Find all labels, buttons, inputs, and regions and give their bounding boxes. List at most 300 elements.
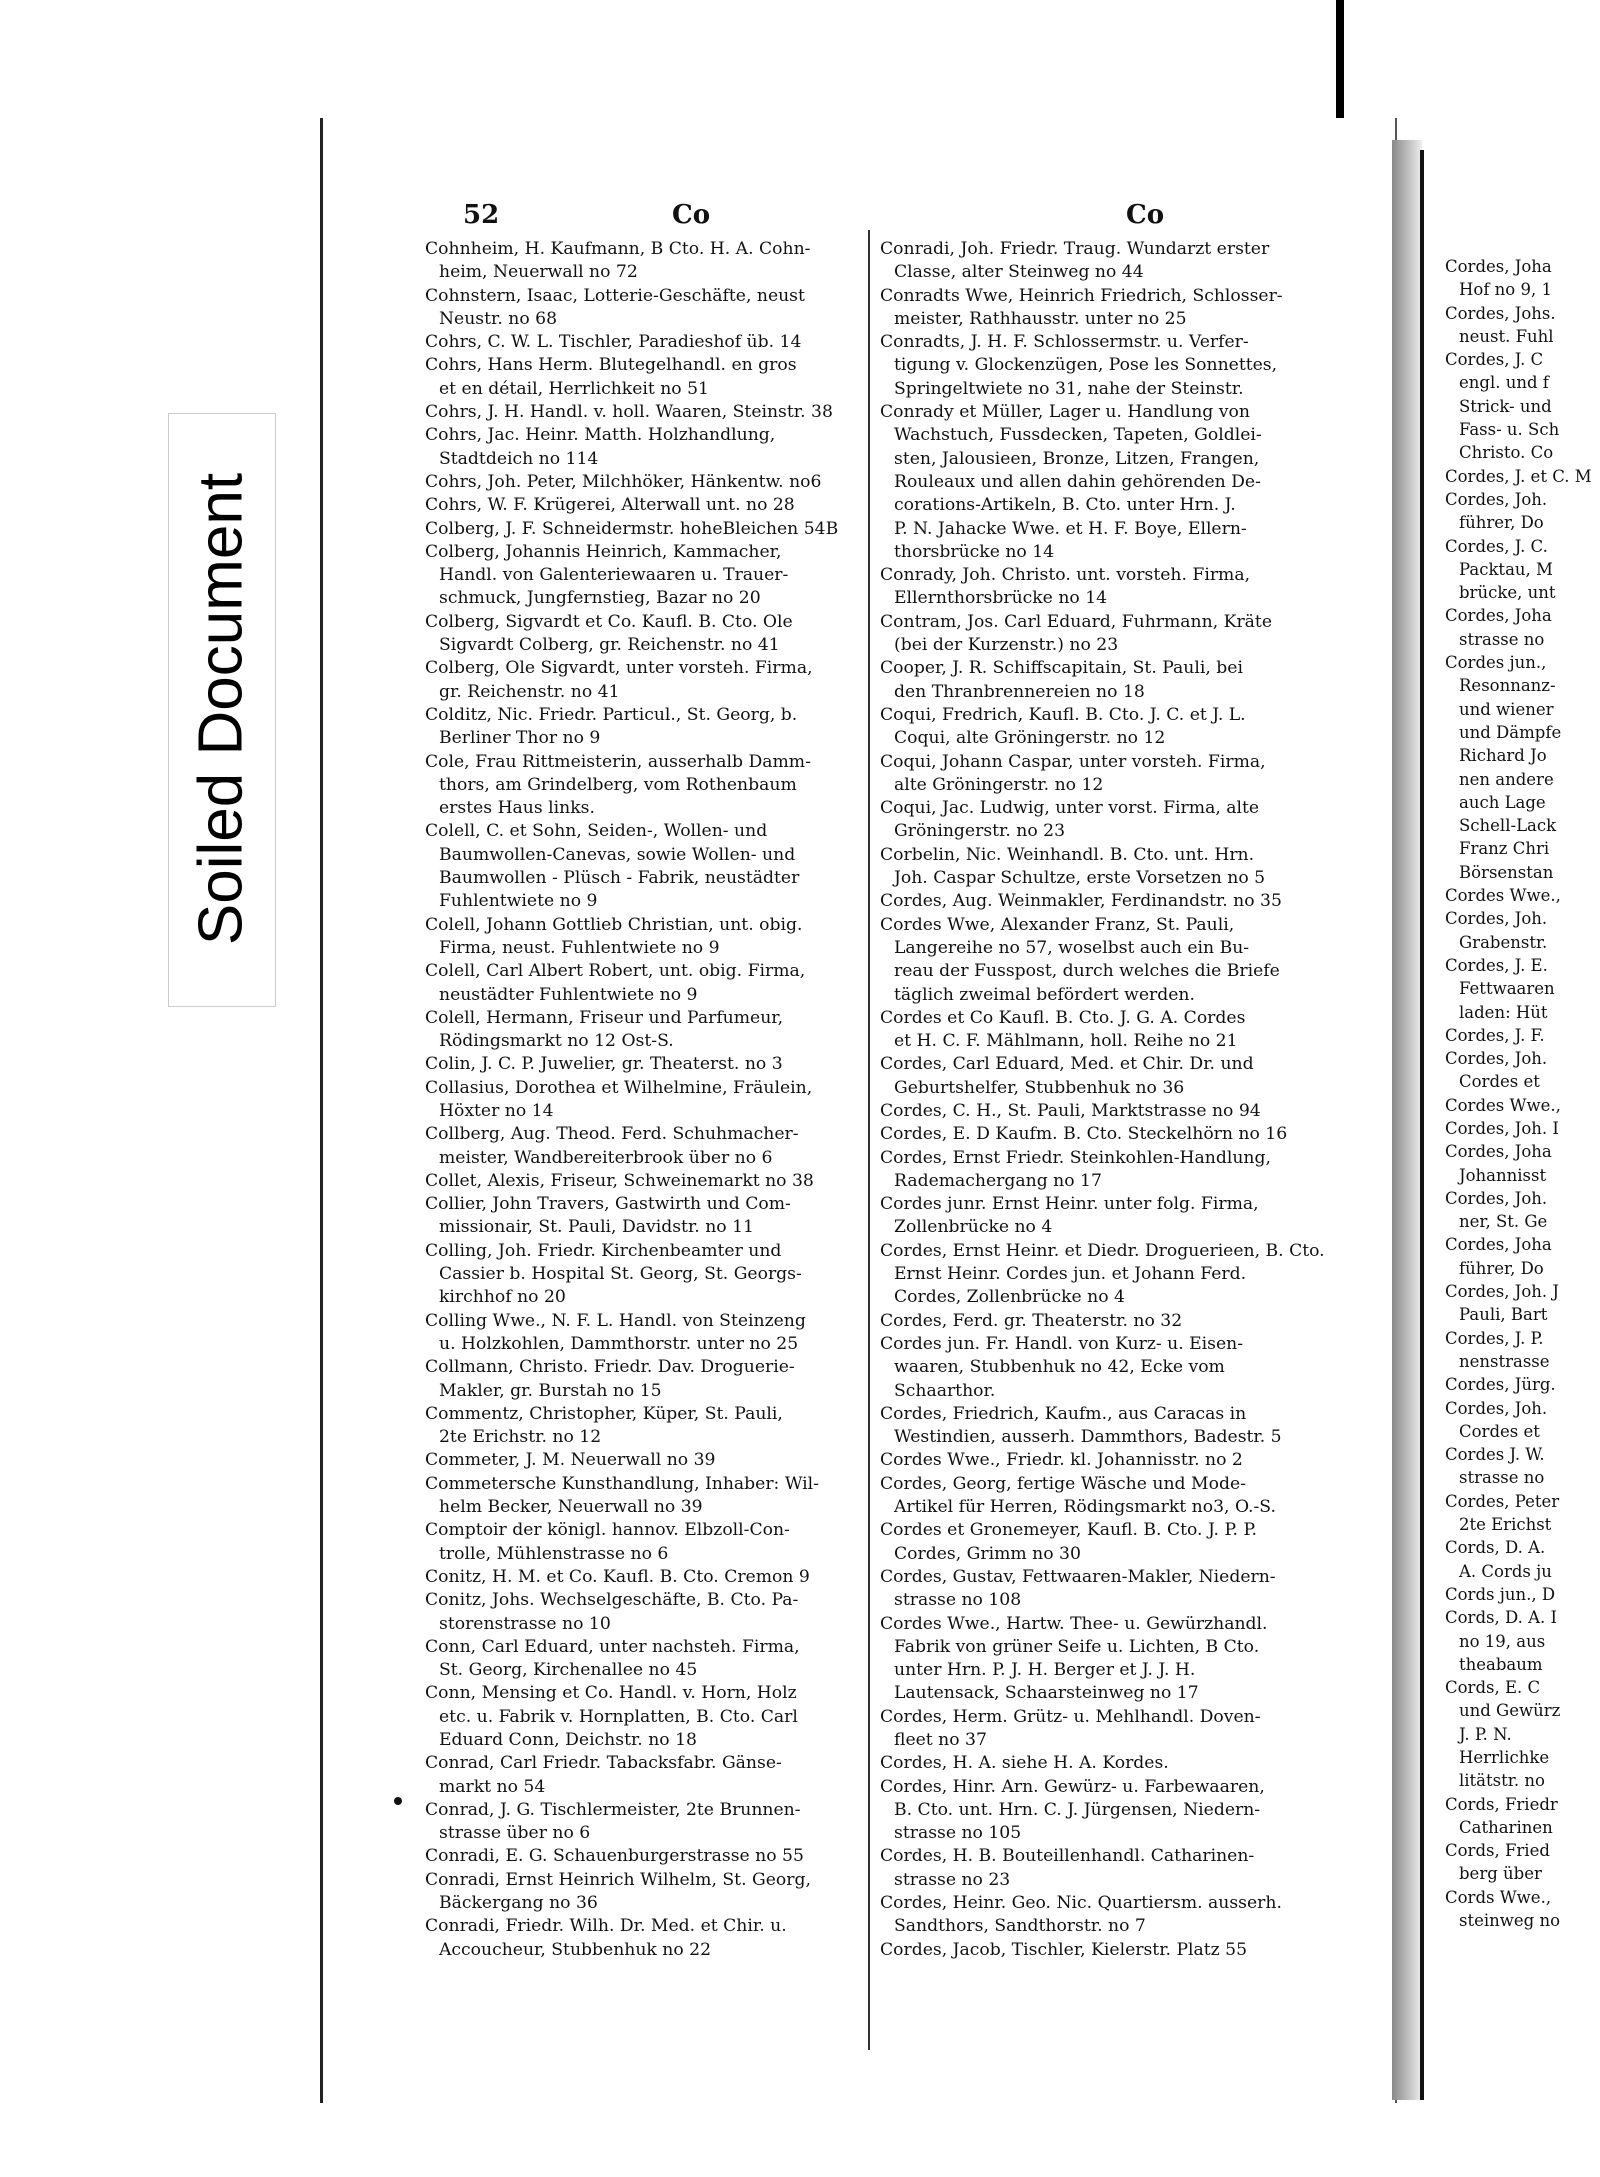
entry-continuation-line: Classe, alter Steinweg no 44 [894, 262, 1144, 283]
entry-name-line: Cordes, J. F. [1445, 1025, 1545, 1045]
entry-continuation-line: P. N. Jahacke Wwe. et H. F. Boye, Ellern- [894, 518, 1247, 539]
directory-entry [425, 401, 885, 424]
entry-name-line: Colell, Hermann, Friseur und Parfumeur, [425, 1007, 784, 1028]
entry-continuation-line: Franz Chri [1459, 839, 1550, 859]
directory-entry [425, 1240, 885, 1310]
entry-continuation-line: 2te Erichst [1459, 1515, 1552, 1535]
directory-entry [880, 1123, 1370, 1146]
directory-entry [425, 331, 885, 354]
directory-entry [880, 1566, 1370, 1613]
entry-continuation-line: missionair, St. Pauli, Davidstr. no 11 [439, 1217, 754, 1238]
entry-continuation-line: Fettwaaren [1459, 979, 1555, 999]
entry-name-line: Commetersche Kunsthandlung, Inhaber: Wil- [425, 1473, 819, 1494]
entry-name-line: Conn, Carl Eduard, unter nachsteh. Firma, [425, 1636, 800, 1657]
entry-name-line: Collberg, Aug. Theod. Ferd. Schuhmacher- [425, 1124, 799, 1145]
directory-entry [880, 1613, 1370, 1706]
directory-entry [425, 1915, 885, 1962]
entry-name-line: Cordes, J. P. [1445, 1328, 1544, 1348]
directory-entry [425, 1682, 885, 1752]
directory-entry [425, 1589, 885, 1636]
directory-entry [425, 1752, 885, 1799]
entry-name-line: Cordes et Co Kaufl. B. Cto. J. G. A. Cordes [880, 1007, 1246, 1028]
directory-entry [1445, 1024, 1600, 1047]
entry-continuation-line: steinweg no [1459, 1911, 1561, 1931]
entry-continuation-line: strasse no 23 [894, 1869, 1011, 1890]
directory-entry [1445, 1793, 1600, 1840]
entry-name-line: Cohrs, Joh. Peter, Milchhöker, Hänkentw. no6 [425, 471, 822, 492]
directory-entry [880, 1333, 1370, 1403]
directory-entry [425, 914, 885, 961]
directory-entry [1445, 1490, 1600, 1537]
entry-continuation-line: Rödingsmarkt no 12 Ost-S. [439, 1031, 674, 1052]
directory-entry [880, 1845, 1370, 1892]
entry-continuation-line: Cassier b. Hospital St. Georg, St. Georgs- [439, 1264, 802, 1285]
directory-entry [425, 1869, 885, 1916]
directory-entry [880, 1473, 1370, 1520]
entry-continuation-line: berg über [1459, 1864, 1542, 1884]
directory-entry [425, 1845, 885, 1868]
entry-continuation-line: Christo. Co [1459, 443, 1554, 463]
entry-continuation-line: Höxter no 14 [439, 1100, 554, 1121]
entry-continuation-line: täglich zweimal befördert werden. [894, 984, 1195, 1005]
entry-name-line: Conradts Wwe, Heinrich Friedrich, Schlosser- [880, 285, 1283, 306]
entry-name-line: Cordes, Joh. [1445, 1188, 1548, 1208]
entry-continuation-line: 2te Erichstr. no 12 [439, 1427, 602, 1448]
directory-entry [880, 1193, 1370, 1240]
directory-entry [1445, 1140, 1600, 1187]
entry-continuation-line: reau der Fusspost, durch welches die Briefe [894, 961, 1280, 982]
entry-name-line: Cohnheim, H. Kaufmann, B Cto. H. A. Cohn- [425, 239, 811, 259]
directory-entry [880, 1403, 1370, 1450]
entry-name-line: Coqui, Fredrich, Kaufl. B. Cto. J. C. et J. L. [880, 704, 1246, 725]
entry-name-line: Cordes, H. A. siehe H. A. Kordes. [880, 1753, 1169, 1774]
entry-continuation-line: Sandthors, Sandthorstr. no 7 [894, 1916, 1146, 1937]
directory-entry [425, 1123, 885, 1170]
entry-continuation-line: litätstr. no [1459, 1771, 1545, 1791]
entry-name-line: Cordes Wwe., Friedr. kl. Johannisstr. no 2 [880, 1450, 1243, 1471]
entry-name-line: Cordes, Herm. Grütz- u. Mehlhandl. Doven- [880, 1706, 1261, 1727]
entry-continuation-line: Cordes et [1459, 1421, 1540, 1441]
entry-name-line: Cords, D. A. I [1445, 1608, 1558, 1628]
directory-entry [425, 611, 885, 658]
directory-entry [425, 1799, 885, 1846]
directory-entry [425, 1053, 885, 1076]
entry-name-line: Cordes, Jürg. [1445, 1375, 1556, 1395]
soiled-document-stamp: Soiled Document [186, 472, 256, 946]
entry-name-line: Cohrs, W. F. Krügerei, Alterwall unt. no 28 [425, 495, 795, 516]
entry-continuation-line: heim, Neuerwall no 72 [439, 262, 638, 283]
directory-entry [880, 611, 1370, 658]
page-gutter-shadow [1392, 140, 1422, 2100]
directory-entry [425, 1193, 885, 1240]
directory-entry [880, 238, 1370, 285]
entry-continuation-line: markt no 54 [439, 1776, 546, 1797]
entry-name-line: Conitz, H. M. et Co. Kaufl. B. Cto. Cremon 9 [425, 1566, 810, 1587]
directory-entry [1445, 535, 1600, 605]
entry-name-line: Cordes, Ernst Friedr. Steinkohlen-Handlung, [880, 1147, 1271, 1168]
entry-name-line: Colin, J. C. P. Juwelier, gr. Theaterst. no 3 [425, 1054, 783, 1075]
entry-name-line: Cohrs, Jac. Heinr. Matth. Holzhandlung, [425, 425, 776, 446]
entry-name-line: Commentz, Christopher, Küper, St. Pauli, [425, 1403, 783, 1424]
directory-entry [1445, 1676, 1600, 1792]
entry-continuation-line: Fass- u. Sch [1459, 420, 1560, 440]
entry-continuation-line: gr. Reichenstr. no 41 [439, 681, 620, 702]
directory-entry [880, 657, 1370, 704]
entry-name-line: Cordes, Ferd. gr. Theaterstr. no 32 [880, 1310, 1183, 1331]
entry-name-line: Conitz, Johs. Wechselgeschäfte, B. Cto. Pa- [425, 1590, 799, 1611]
directory-entry [425, 960, 885, 1007]
entry-continuation-line: Strick- und [1459, 396, 1552, 416]
directory-entry [425, 704, 885, 751]
entry-name-line: Cordes, Jacob, Tischler, Kielerstr. Platz 55 [880, 1939, 1248, 1960]
entry-name-line: Conrad, J. G. Tischlermeister, 2te Brunnen- [425, 1799, 801, 1820]
entry-name-line: Cords, Fried [1445, 1841, 1550, 1861]
directory-entry [425, 285, 885, 332]
entry-name-line: Cordes, Johs. [1445, 303, 1556, 323]
directory-entry [425, 1636, 885, 1683]
entry-continuation-line: J. P. N. [1459, 1724, 1512, 1744]
entry-continuation-line: Springeltwiete no 31, nahe der Steinstr. [894, 378, 1244, 399]
entry-continuation-line: auch Lage [1459, 792, 1546, 812]
directory-entry [1445, 1536, 1600, 1583]
entry-continuation-line: Schaarthor. [894, 1380, 996, 1401]
entry-name-line: Cordes, Joha [1445, 1235, 1552, 1255]
entry-name-line: Cordes, J. et C. M [1445, 466, 1592, 486]
ink-speck [394, 1797, 402, 1805]
entry-continuation-line: Fuhlentwiete no 9 [439, 891, 598, 912]
right-column [880, 238, 1370, 1962]
directory-entry [880, 1240, 1370, 1310]
directory-entry [880, 331, 1370, 401]
directory-entry [1445, 465, 1600, 488]
entry-continuation-line: Cordes et [1459, 1072, 1540, 1092]
directory-entry [880, 1519, 1370, 1566]
entry-continuation-line: strasse no 108 [894, 1590, 1022, 1611]
directory-entry [425, 1310, 885, 1357]
entry-name-line: Conradi, E. G. Schauenburgerstrasse no 55 [425, 1846, 804, 1867]
entry-name-line: Collmann, Christo. Friedr. Dav. Droguerie- [425, 1357, 795, 1378]
entry-name-line: Conradi, Ernst Heinrich Wilhelm, St. Georg, [425, 1869, 811, 1890]
entry-continuation-line: Westindien, ausserh. Dammthors, Badestr. 5 [894, 1427, 1282, 1448]
entry-name-line: Colling Wwe., N. F. L. Handl. von Steinzeng [425, 1310, 806, 1331]
entry-name-line: Cooper, J. R. Schiffscapitain, St. Pauli, bei [880, 658, 1243, 679]
entry-continuation-line: nenstrasse [1459, 1351, 1550, 1371]
directory-entry [1445, 604, 1600, 651]
directory-entry [425, 1449, 885, 1472]
entry-name-line: Colberg, Johannis Heinrich, Kammacher, [425, 541, 782, 562]
entry-continuation-line: no 19, aus [1459, 1631, 1546, 1651]
directory-entry [1445, 907, 1600, 954]
entry-continuation-line: Rouleaux und allen dahin gehörenden De- [894, 471, 1261, 492]
entry-name-line: Cordes, E. D Kaufm. B. Cto. Steckelhörn no 16 [880, 1124, 1288, 1145]
directory-entry [425, 238, 885, 285]
entry-continuation-line: Wachstuch, Fussdecken, Tapeten, Goldlei- [894, 425, 1262, 446]
directory-entry [425, 518, 885, 541]
entry-continuation-line: etc. u. Fabrik v. Hornplatten, B. Cto. Carl [439, 1706, 798, 1727]
entry-continuation-line: kirchhof no 20 [439, 1287, 566, 1308]
entry-continuation-line: Resonnanz- [1459, 676, 1556, 696]
entry-continuation-line: neust. Fuhl [1459, 326, 1554, 346]
directory-entry [880, 890, 1370, 913]
entry-continuation-line: Richard Jo [1459, 746, 1547, 766]
entry-continuation-line: Herrlichke [1459, 1748, 1550, 1767]
directory-entry [880, 1053, 1370, 1100]
directory-entry [1445, 1443, 1600, 1490]
entry-name-line: Cords, E. C [1445, 1678, 1541, 1698]
entry-continuation-line: storenstrasse no 10 [439, 1613, 611, 1634]
entry-continuation-line: A. Cords ju [1459, 1561, 1552, 1581]
directory-entry [1445, 1606, 1600, 1676]
entry-name-line: Cords Wwe., [1445, 1887, 1552, 1907]
directory-entry [425, 424, 885, 471]
entry-name-line: Cordes jun., [1445, 653, 1547, 673]
entry-continuation-line: Stadtdeich no 114 [439, 448, 599, 469]
entry-name-line: Colberg, J. F. Schneidermstr. hoheBleichen 54B [425, 518, 839, 539]
directory-entry [880, 1147, 1370, 1194]
entry-name-line: Contram, Jos. Carl Eduard, Fuhrmann, Kräte [880, 611, 1273, 632]
entry-continuation-line: et H. C. F. Mählmann, holl. Reihe no 21 [894, 1031, 1238, 1052]
directory-entry [425, 354, 885, 401]
entry-name-line: Cordes, Gustav, Fettwaaren-Makler, Niedern- [880, 1566, 1276, 1587]
entry-name-line: Cole, Frau Rittmeisterin, ausserhalb Damm- [425, 751, 811, 772]
entry-name-line: Colell, Johann Gottlieb Christian, unt. obig. [425, 914, 803, 935]
directory-entry [1445, 884, 1600, 907]
entry-name-line: Cordes, Georg, fertige Wäsche und Mode- [880, 1473, 1246, 1494]
directory-entry [880, 1310, 1370, 1333]
entry-continuation-line: corations-Artikeln, B. Cto. unter Hrn. J. [894, 495, 1236, 516]
directory-entry [425, 1007, 885, 1054]
entry-continuation-line: laden: Hüt [1459, 1002, 1548, 1022]
entry-continuation-line: Makler, gr. Burstah no 15 [439, 1380, 662, 1401]
entry-continuation-line: Coqui, alte Gröningerstr. no 12 [894, 728, 1166, 749]
entry-continuation-line: Geburtshelfer, Stubbenhuk no 36 [894, 1077, 1185, 1098]
entry-name-line: Colberg, Ole Sigvardt, unter vorsteh. Firma, [425, 658, 813, 679]
entry-name-line: Colell, C. et Sohn, Seiden-, Wollen- und [425, 821, 768, 842]
left-column [425, 238, 885, 1962]
entry-continuation-line: neustädter Fuhlentwiete no 9 [439, 984, 698, 1005]
entry-name-line: Cordes, Joh. [1445, 1398, 1548, 1418]
entry-continuation-line: Firma, neust. Fuhlentwiete no 9 [439, 937, 720, 958]
entry-name-line: Cordes, Hinr. Arn. Gewürz- u. Farbewaaren, [880, 1776, 1265, 1797]
entry-name-line: Cordes, Joha [1445, 1142, 1552, 1162]
entry-name-line: Conradts, J. H. F. Schlossermstr. u. Verfer- [880, 332, 1249, 353]
directory-entry [1445, 1839, 1600, 1886]
next-page-column [1445, 255, 1600, 1932]
entry-name-line: Coqui, Jac. Ludwig, unter vorst. Firma, alte [880, 798, 1260, 819]
entry-name-line: Cohrs, Hans Herm. Blutegelhandl. en gros [425, 355, 797, 376]
entry-continuation-line: Artikel für Herren, Rödingsmarkt no3, O.-S. [894, 1497, 1276, 1518]
entry-continuation-line: Catharinen [1459, 1817, 1553, 1837]
directory-entry [1445, 1327, 1600, 1374]
directory-entry [1445, 302, 1600, 349]
entry-continuation-line: meister, Wandbereiterbrook über no 6 [439, 1147, 773, 1168]
page-number: 52 [463, 200, 500, 230]
directory-entry [425, 1566, 885, 1589]
running-head-left: Co [672, 200, 711, 230]
entry-continuation-line: den Thranbrennereien no 18 [894, 681, 1145, 702]
directory-entry [1445, 1187, 1600, 1234]
directory-entry [425, 1473, 885, 1520]
entry-name-line: Cords jun., D [1445, 1584, 1556, 1604]
entry-continuation-line: thors, am Grindelberg, vom Rothenbaum [439, 774, 797, 795]
directory-entry [425, 1170, 885, 1193]
directory-entry [1445, 348, 1600, 464]
directory-entry [880, 751, 1370, 798]
entry-continuation-line: fleet no 37 [894, 1730, 987, 1750]
entry-name-line: Cordes, Carl Eduard, Med. et Chir. Dr. und [880, 1054, 1254, 1075]
entry-name-line: Cords, Friedr [1445, 1794, 1558, 1814]
entry-continuation-line: Neustr. no 68 [439, 308, 558, 329]
running-head-right: Co [1126, 200, 1165, 230]
entry-name-line: Cordes, Joha [1445, 257, 1552, 276]
entry-name-line: Cohrs, C. W. L. Tischler, Paradieshof üb. 14 [425, 332, 802, 353]
entry-name-line: Collier, John Travers, Gastwirth und Com- [425, 1194, 791, 1215]
entry-name-line: Cordes J. W. [1445, 1445, 1545, 1465]
directory-entry [425, 820, 885, 913]
entry-name-line: Colling, Joh. Friedr. Kirchenbeamter und [425, 1240, 782, 1261]
entry-continuation-line: Lautensack, Schaarsteinweg no 17 [894, 1683, 1199, 1704]
entry-name-line: Cordes, Joh. J [1445, 1282, 1560, 1302]
entry-continuation-line: Hof no 9, 1 [1459, 280, 1552, 300]
entry-continuation-line: theabaum [1459, 1654, 1543, 1674]
entry-continuation-line: Joh. Caspar Schultze, erste Vorsetzen no 5 [894, 868, 1266, 889]
directory-entry [425, 1356, 885, 1403]
entry-name-line: Cordes, Friedrich, Kaufm., aus Caracas in [880, 1403, 1247, 1424]
entry-continuation-line: erstes Haus links. [439, 798, 595, 819]
entry-continuation-line: Cordes, Zollenbrücke no 4 [894, 1287, 1125, 1308]
entry-continuation-line: Fabrik von grüner Seife u. Lichten, B Cto. [894, 1636, 1260, 1657]
directory-entry [1445, 1373, 1600, 1396]
entry-continuation-line: alte Gröningerstr. no 12 [894, 774, 1104, 795]
entry-name-line: Cohnstern, Isaac, Lotterie-Geschäfte, neust [425, 285, 805, 306]
entry-continuation-line: Börsenstan [1459, 862, 1554, 882]
entry-continuation-line: Cordes, Grimm no 30 [894, 1543, 1081, 1564]
entry-continuation-line: Johannisst [1459, 1165, 1547, 1185]
directory-entry [880, 704, 1370, 751]
entry-name-line: Cordes et Gronemeyer, Kaufl. B. Cto. J. P. P. [880, 1520, 1258, 1541]
entry-continuation-line: meister, Rathhausstr. unter no 25 [894, 308, 1187, 329]
entry-continuation-line: Rademachergang no 17 [894, 1170, 1102, 1191]
entry-continuation-line: Bäckergang no 36 [439, 1893, 598, 1914]
directory-entry [1445, 255, 1600, 302]
entry-continuation-line: tigung v. Glockenzügen, Pose les Sonnettes, [894, 355, 1278, 376]
entry-name-line: Cohrs, J. H. Handl. v. holl. Waaren, Steinstr. 38 [425, 402, 833, 423]
entry-continuation-line: unter Hrn. P. J. H. Berger et J. J. H. [894, 1660, 1196, 1681]
entry-continuation-line: ner, St. Ge [1459, 1212, 1548, 1232]
directory-entry [425, 751, 885, 821]
directory-entry [880, 1706, 1370, 1753]
directory-entry [880, 1752, 1370, 1775]
entry-continuation-line: strasse no [1459, 1468, 1545, 1488]
entry-continuation-line: thorsbrücke no 14 [894, 541, 1055, 562]
directory-entry [880, 1776, 1370, 1846]
entry-name-line: Cordes, C. H., St. Pauli, Marktstrasse no 94 [880, 1100, 1261, 1121]
directory-entry [425, 1077, 885, 1124]
entry-continuation-line: Accoucheur, Stubbenhuk no 22 [439, 1939, 712, 1960]
entry-continuation-line: Eduard Conn, Deichstr. no 18 [439, 1730, 697, 1750]
entry-name-line: Cordes, Joha [1445, 606, 1552, 626]
entry-continuation-line: Langereihe no 57, woselbst auch ein Bu- [894, 937, 1250, 958]
entry-name-line: Colell, Carl Albert Robert, unt. obig. Firma, [425, 961, 806, 982]
directory-entry [1445, 1094, 1600, 1117]
entry-continuation-line: strasse no 105 [894, 1823, 1022, 1844]
entry-name-line: Cordes, J. E. [1445, 955, 1548, 975]
entry-continuation-line: und Dämpfe [1459, 722, 1562, 742]
entry-name-line: Corbelin, Nic. Weinhandl. B. Cto. unt. Hrn. [880, 844, 1255, 865]
directory-entry [1445, 1117, 1600, 1140]
entry-name-line: Cordes, Joh. [1445, 909, 1548, 929]
directory-entry [880, 1007, 1370, 1054]
entry-name-line: Collasius, Dorothea et Wilhelmine, Fräulein, [425, 1077, 813, 1098]
entry-name-line: Commeter, J. M. Neuerwall no 39 [425, 1450, 716, 1471]
entry-continuation-line: (bei der Kurzenstr.) no 23 [894, 635, 1119, 656]
entry-continuation-line: u. Holzkohlen, Dammthorstr. unter no 25 [439, 1333, 799, 1354]
entry-name-line: Cordes Wwe., [1445, 1095, 1561, 1115]
directory-entry [425, 541, 885, 611]
entry-continuation-line: helm Becker, Neuerwall no 39 [439, 1497, 703, 1518]
entry-continuation-line: nen andere [1459, 769, 1554, 789]
directory-entry [880, 285, 1370, 332]
entry-name-line: Cordes jun. Fr. Handl. von Kurz- u. Eisen- [880, 1333, 1244, 1354]
entry-name-line: Coqui, Johann Caspar, unter vorsteh. Firma, [880, 751, 1266, 772]
entry-continuation-line: Handl. von Galenteriewaaren u. Trauer- [439, 565, 789, 586]
directory-entry [880, 1892, 1370, 1939]
directory-entry [1445, 1047, 1600, 1094]
entry-continuation-line: strasse no [1459, 629, 1545, 649]
directory-entry [1445, 1233, 1600, 1280]
directory-entry [880, 401, 1370, 564]
directory-entry [425, 471, 885, 494]
entry-continuation-line: schmuck, Jungfernstieg, Bazar no 20 [439, 588, 761, 609]
entry-continuation-line: engl. und f [1459, 373, 1549, 393]
entry-continuation-line: Packtau, M [1459, 559, 1553, 579]
entry-continuation-line: et en détail, Herrlichkeit no 51 [439, 378, 709, 399]
entry-name-line: Conrady, Joh. Christo. unt. vorsteh. Firma, [880, 565, 1251, 586]
directory-entry [425, 1519, 885, 1566]
entry-continuation-line: und wiener [1459, 699, 1554, 719]
directory-entry [880, 1449, 1370, 1472]
entry-name-line: Cordes junr. Ernst Heinr. unter folg. Firma, [880, 1194, 1259, 1215]
entry-continuation-line: waaren, Stubbenhuk no 42, Ecke vom [894, 1357, 1225, 1378]
entry-continuation-line: Gröningerstr. no 23 [894, 821, 1066, 842]
directory-entry [1445, 651, 1600, 884]
entry-name-line: Cordes, Ernst Heinr. et Diedr. Droguerieen, B. Cto. [880, 1240, 1325, 1261]
directory-entry [880, 564, 1370, 611]
entry-continuation-line: strasse über no 6 [439, 1823, 591, 1844]
entry-continuation-line: Grabenstr. [1459, 932, 1548, 952]
entry-continuation-line: Ernst Heinr. Cordes jun. et Johann Ferd. [894, 1264, 1247, 1285]
entry-continuation-line: brücke, unt [1459, 583, 1556, 603]
entry-continuation-line: und Gewürz [1459, 1701, 1561, 1721]
entry-continuation-line: trolle, Mühlenstrasse no 6 [439, 1543, 669, 1564]
entry-continuation-line: Berliner Thor no 9 [439, 728, 601, 749]
directory-entry [425, 494, 885, 517]
directory-entry [1445, 1886, 1600, 1933]
entry-continuation-line: Schell-Lack [1459, 816, 1557, 836]
directory-entry [880, 844, 1370, 891]
entry-name-line: Conrady et Müller, Lager u. Handlung von [880, 402, 1250, 423]
entry-continuation-line: führer, Do [1459, 1258, 1544, 1278]
entry-continuation-line: Zollenbrücke no 4 [894, 1217, 1053, 1238]
entry-name-line: Cordes, Joh. [1445, 1049, 1548, 1069]
directory-entry [1445, 1280, 1600, 1327]
entry-continuation-line: führer, Do [1459, 513, 1544, 533]
entry-continuation-line: Pauli, Bart [1459, 1305, 1548, 1325]
entry-continuation-line: Baumwollen-Canevas, sowie Wollen- und [439, 844, 796, 865]
directory-entry [880, 1100, 1370, 1123]
entry-continuation-line: Sigvardt Colberg, gr. Reichenstr. no 41 [439, 635, 780, 656]
entry-continuation-line: B. Cto. unt. Hrn. C. J. Jürgensen, Niedern- [894, 1799, 1261, 1820]
